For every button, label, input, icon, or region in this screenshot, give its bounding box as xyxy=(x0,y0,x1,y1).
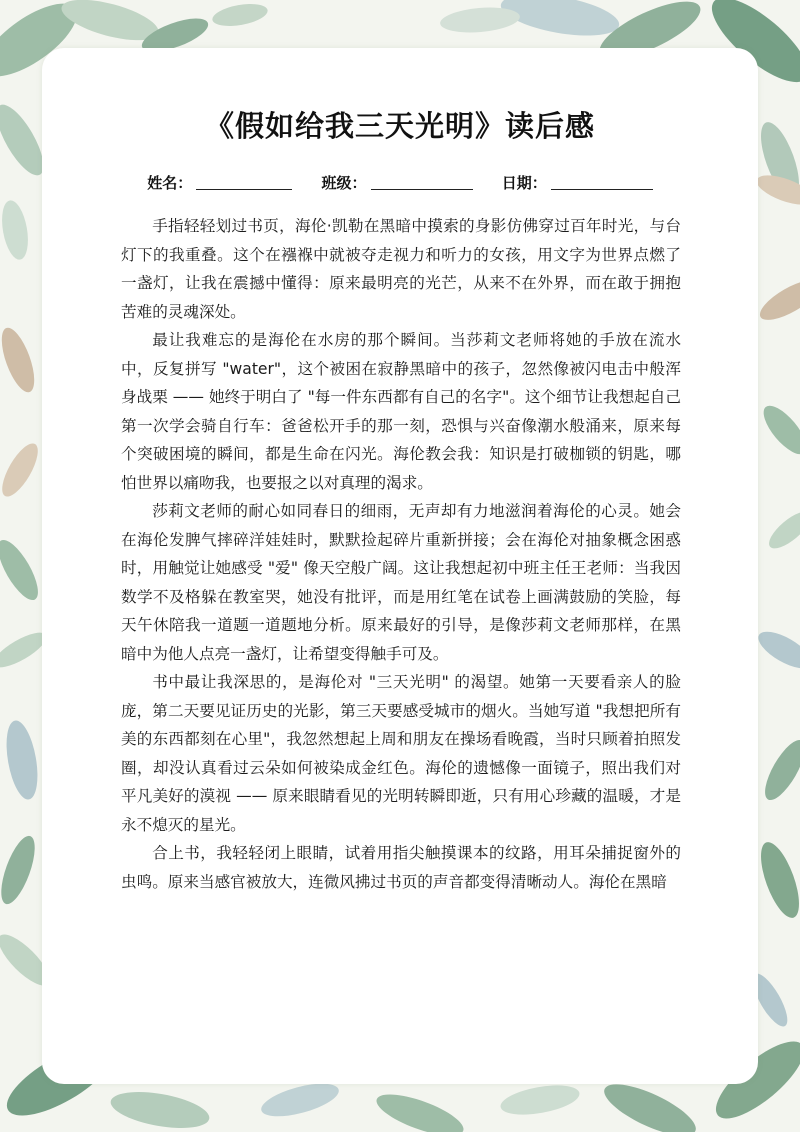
page-title: 《假如给我三天光明》读后感 xyxy=(204,109,595,143)
class-blank-line[interactable] xyxy=(371,175,473,190)
paragraph: 莎莉文老师的耐心如同春日的细雨，无声却有力地滋润着海伦的心灵。她会在海伦发脾气摔碎洋娃娃时，默默捡起碎片重新拼接；会在海伦对抽象概念困惑时，用触觉让她感受 "爱" 像天空般广阔。这让我想起初中班主任王老师：当我因数学不及格躲在教室哭，她没有批评，而是用红笔在试卷上画满鼓励的笑脸，每天午休陪我一道题一道题地分析。原来最好的引导，是像莎莉文老师那样，在黑暗中为他人点亮一盏灯，让希望变得触手可及。 xyxy=(121,502,681,663)
date-field xyxy=(502,172,653,193)
info-fields xyxy=(0,172,800,193)
name-blank-line[interactable] xyxy=(196,175,292,190)
date-label: 日期： xyxy=(501,174,547,192)
class-label: 班级： xyxy=(321,174,367,192)
name-label: 姓名： xyxy=(147,174,193,192)
name-field xyxy=(147,172,292,193)
paragraph: 书中最让我深思的，是海伦对 "三天光明" 的渴望。她第一天要看亲人的脸庞，第二天要见证历史的光影，第三天要感受城市的烟火。当她写道 "我想把所有美的东西都刻在心里"，我忽然想起上周和朋友在操场看晚霞，当时只顾着拍照发圈，却没认真看过云朵如何被染成金红色。海伦的遗憾像一面镜子，照出我们对平凡美好的漠视 —— 原来眼睛看见的光明转瞬即逝，只有用心珍藏的温暖，才是永不熄灭的星光。 xyxy=(121,673,681,834)
date-blank-line[interactable] xyxy=(551,175,653,190)
essay-body xyxy=(121,212,681,896)
class-field xyxy=(321,172,472,193)
paragraph: 手指轻轻划过书页，海伦·凯勒在黑暗中摸索的身影仿佛穿过百年时光，与台灯下的我重叠。这个在襁褓中就被夺走视力和听力的女孩，用文字为世界点燃了一盏灯，让我在震撼中懂得：原来最明亮的光芒，从来不在外界，而在敢于拥抱苦难的灵魂深处。 xyxy=(121,217,681,321)
paragraph: 合上书，我轻轻闭上眼睛，试着用指尖触摸课本的纹路，用耳朵捕捉窗外的虫鸣。原来当感官被放大，连微风拂过书页的声音都变得清晰动人。海伦在黑暗 xyxy=(121,844,681,891)
paragraph: 最让我难忘的是海伦在水房的那个瞬间。当莎莉文老师将她的手放在流水中，反复拼写 "water"，这个被困在寂静黑暗中的孩子，忽然像被闪电击中般浑身战栗 —— 她终于明白了 "每一件东西都有自己的名字"。这个细节让我想起自己第一次学会骑自行车：爸爸松开手的那一刻，恐惧与兴奋像潮水般涌来，原来每个突破困境的瞬间，都是生命在闪光。海伦教会我：知识是打破枷锁的钥匙，哪怕世界以痛吻我，也要报之以对真理的渴求。 xyxy=(121,331,681,492)
